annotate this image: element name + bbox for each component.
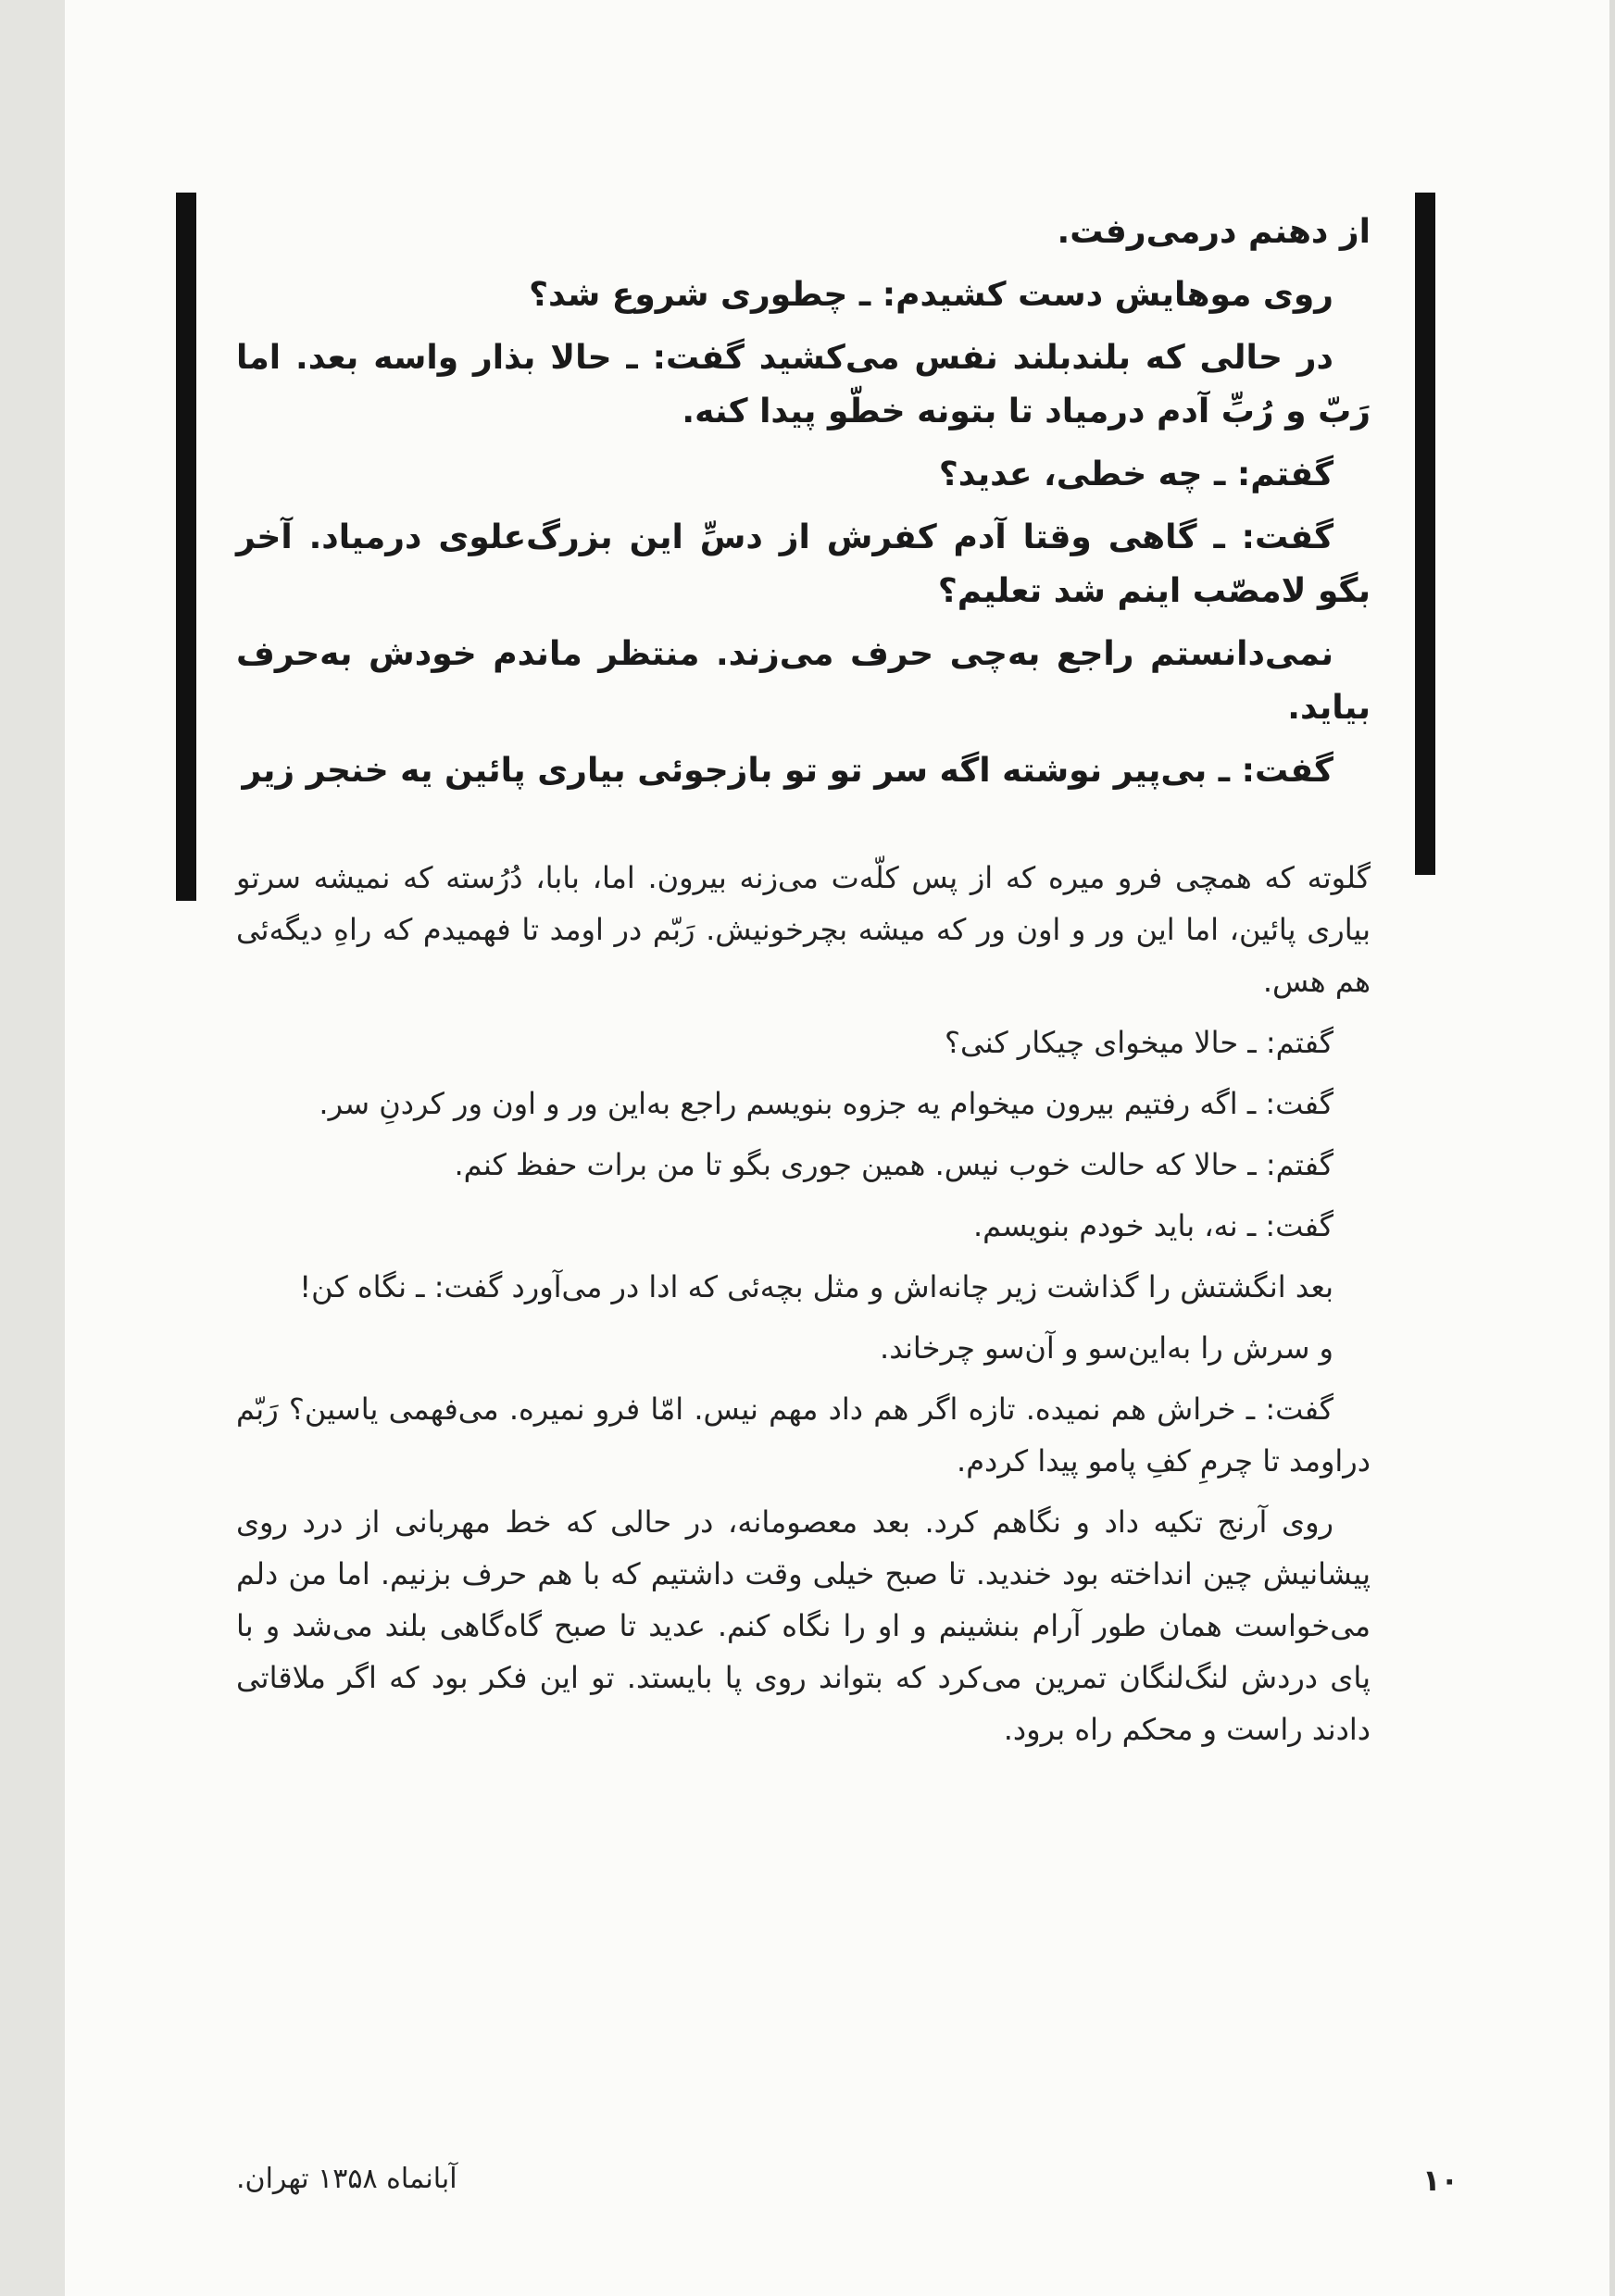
paragraph: گفتم: ـ حالا میخوای چیکار کنی؟: [945, 1025, 1333, 1060]
paragraph: گفتم: ـ چه خطی، عدید؟: [938, 455, 1333, 493]
paragraph: روی موهایش دست کشیدم: ـ چطوری شروع شد؟: [529, 276, 1333, 314]
paragraph: در حالی که بلندبلند نفس می‌کشید گفت: ـ حالا بذار واسه بعد. اما رَبّ و رُبِّ آدم درمیاد تا بتونه خطّو پیدا کنه.: [236, 339, 1371, 430]
page-footer: [236, 2163, 1459, 2209]
left-vertical-bar: [176, 193, 196, 901]
paragraph: گفتم: ـ حالا که حالت خوب نیس. همین جوری بگو تا من برات حفظ کنم.: [454, 1147, 1333, 1182]
paragraph: بعد انگشتش را گذاشت زیر چانه‌اش و مثل بچه‌ئی که ادا در می‌آورد گفت: ـ نگاه کن!: [299, 1269, 1333, 1304]
scan-right-margin: [1609, 0, 1615, 2296]
paragraph: گفت: ـ نه، باید خودم بنویسم.: [973, 1208, 1333, 1243]
paragraph: گفت: ـ گاهی وقتا آدم کفرش از دسِّ این بزرگ‌علوی درمیاد. آخر بگو لامصّب اینم شد تعلیم؟: [236, 518, 1371, 610]
paragraph: نمی‌دانستم راجع به‌چی حرف می‌زند. منتظر ماندم خودش به‌حرف بیاید.: [236, 635, 1371, 727]
highlighted-text-block: [236, 206, 1371, 807]
scan-left-margin: [0, 0, 65, 2296]
page-number: ۱۰: [1421, 2163, 1459, 2198]
right-vertical-bar: [1415, 193, 1435, 875]
paragraph: روی آرنج تکیه داد و نگاهم کرد. بعد معصومانه، در حالی که خط مهربانی از درد روی پیشانیش چین انداخته بود خندید. تا صبح خیلی وقت داشتیم که با هم حرف بزنیم. اما من دلم می‌خواست همان طور آرام بنشینم و او را نگاه کنم. عدید تا صبح گاه‌گاهی بلند می‌شد و با پای دردش لنگ‌لنگان تمرین می‌کرد که بتواند روی پا بایستد. تو این فکر بود که اگر ملاقاتی دادند راست و محکم راه برود.: [236, 1504, 1371, 1747]
paragraph: گفت: ـ خراش هم نمیده. تازه اگر هم داد مهم نیس. امّا فرو نمیره. می‌فهمی یاسین؟ رَبّم دراومد تا چرمِ کفِ پامو پیدا کردم.: [236, 1391, 1371, 1479]
date-place-signature: آبانماه ۱۳۵۸ تهران.: [236, 2163, 457, 2195]
paragraph: گفت: ـ اگه رفتیم بیرون میخوام یه جزوه بنویسم راجع به‌این ور و اون ور کردنِ سر.: [319, 1086, 1333, 1121]
paragraph: گلوته که همچی فرو میره که از پس کلّه‌ت می‌زنه بیرون. اما، بابا، دُرُسته که نمیشه سرتو بیاری پائین، اما این ور و اون ور که میشه بچرخونیش. رَبّم در اومد تا فهمیدم که راهِ دیگه‌ئی هم هس.: [236, 860, 1371, 999]
paragraph: از دهنم درمی‌رفت.: [1057, 213, 1371, 251]
paragraph: و سرش را به‌این‌سو و آن‌سو چرخاند.: [880, 1330, 1333, 1366]
paragraph: گفت: ـ بی‌پیر نوشته اگه سر تو تو بازجوئی بیاری پائین یه خنجر زیر: [242, 752, 1333, 790]
body-text-block: [236, 852, 1371, 1765]
